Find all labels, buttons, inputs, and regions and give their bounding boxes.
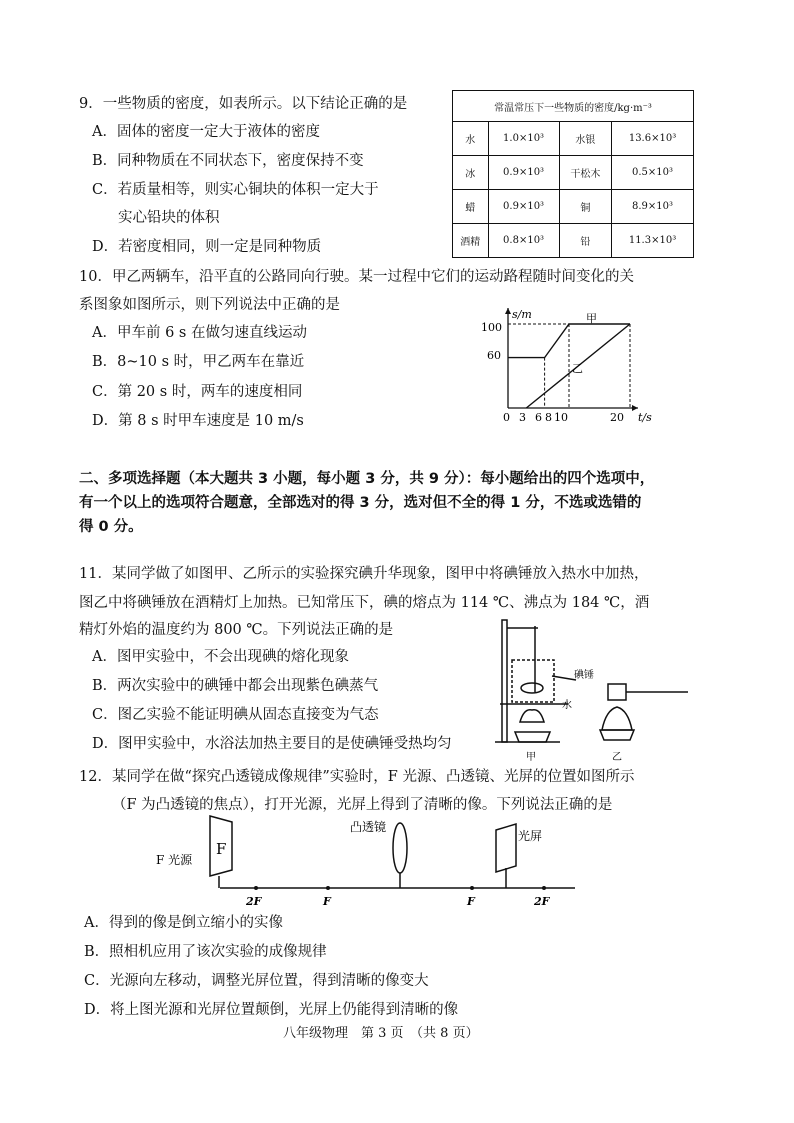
series-label-jia: 甲 (586, 312, 597, 325)
q10-stem-line2: 系图象如图所示，则下列说法中正确的是 (79, 297, 340, 313)
q11-option-c: C．图乙实验不能证明碘从固态直接变为气态 (92, 707, 379, 723)
q9-option-a: A．固体的密度一定大于液体的密度 (92, 124, 320, 140)
convex-lens (393, 823, 407, 873)
q12-stem-line2: （F 为凸透镜的焦点），打开光源，光屏上得到了清晰的像。下列说法正确的是 (112, 797, 613, 813)
y-tick-label: 100 (481, 321, 502, 334)
table-cell: 干松木 (559, 156, 611, 190)
x-tick-label: 6 (535, 411, 542, 424)
table-cell: 13.6×10³ (612, 122, 694, 156)
stand-rod (502, 620, 507, 742)
source-glyph: F (216, 840, 227, 858)
label-lens: 凸透镜 (350, 820, 387, 834)
q11-stem-line1: 11．某同学做了如图甲、乙所示的实验探究碘升华现象，图甲中将碘锤放入热水中加热， (79, 566, 649, 582)
table-cell: 铜 (559, 190, 611, 224)
page-footer: 八年级物理 第 3 页 （共 8 页） (283, 1026, 479, 1041)
label-jia: 甲 (526, 752, 536, 763)
table-row (453, 122, 694, 156)
x-axis-label: t/s (638, 411, 652, 424)
table-cell: 蜡 (453, 190, 489, 224)
density-table (452, 90, 694, 258)
q9-option-d: D．若密度相同，则一定是同种物质 (92, 239, 322, 255)
section2-line2: 有一个以上的选项符合题意，全部选对的得 3 分，选对但不全的得 1 分，不选或选错的 (79, 495, 642, 511)
table-cell: 酒精 (453, 224, 489, 258)
q11-option-a: A．图甲实验中，不会出现碘的熔化现象 (92, 649, 349, 665)
lens-experiment-figure (150, 810, 590, 910)
y-axis-label: s/m (512, 308, 532, 321)
label-yi: 乙 (612, 752, 622, 763)
x-tick-label: 20 (610, 411, 624, 424)
origin-label: 0 (503, 411, 510, 424)
q12-option-b: B．照相机应用了该次实验的成像规律 (84, 944, 327, 960)
q10-option-a: A．甲车前 6 s 在做匀速直线运动 (92, 325, 307, 341)
q9-option-b: B．同种物质在不同状态下，密度保持不变 (92, 153, 364, 169)
table-cell: 1.0×10³ (488, 122, 559, 156)
q10-option-d: D．第 8 s 时甲车速度是 10 m/s (92, 413, 304, 429)
x-tick-label: 3 (519, 411, 526, 424)
density-table-caption: 常温常压下一些物质的密度/kg·m⁻³ (453, 91, 694, 122)
table-row (453, 156, 694, 190)
q9-option-c: C．若质量相等，则实心铜块的体积一定大于 (92, 182, 379, 198)
q12-option-a: A．得到的像是倒立缩小的实像 (84, 915, 283, 931)
q9-option-c-cont: 实心铅块的体积 (118, 210, 220, 226)
mark-label: 2F (246, 895, 262, 908)
mark-dot (542, 886, 546, 890)
iodine-apparatus-figure (490, 612, 700, 767)
table-cell: 0.5×10³ (612, 156, 694, 190)
table-cell: 水银 (559, 122, 611, 156)
x-tick-label: 10 (554, 411, 568, 424)
q11-stem-line3: 精灯外焰的温度约为 800 ℃。下列说法正确的是 (79, 622, 394, 638)
section2-line1: 二、多项选择题（本大题共 3 小题，每小题 3 分，共 9 分）：每小题给出的四个选项中， (79, 471, 655, 487)
table-row (453, 190, 694, 224)
q12-option-c: C．光源向左移动，调整光屏位置，得到清晰的像变大 (84, 973, 429, 989)
mark-label: F (323, 895, 331, 908)
lamp-base-jia (515, 732, 550, 742)
mark-label: 2F (534, 895, 550, 908)
table-cell: 铅 (559, 224, 611, 258)
mark-dot (254, 886, 258, 890)
label-iodine: 碘锤 (574, 670, 594, 681)
table-cell: 8.9×10³ (612, 190, 694, 224)
alcohol-lamp-yi (602, 707, 632, 730)
pointer-line (552, 676, 576, 680)
table-cell: 水 (453, 122, 489, 156)
q10-option-b: B．8~10 s 时，甲乙两车在靠近 (92, 354, 305, 370)
q10-option-c: C．第 20 s 时，两车的速度相同 (92, 384, 303, 400)
st-graph (470, 300, 670, 430)
iodine-hammer-yi (608, 684, 626, 700)
table-cell: 冰 (453, 156, 489, 190)
lamp-base-yi (600, 730, 634, 740)
table-cell: 11.3×10³ (612, 224, 694, 258)
y-axis-arrow (505, 308, 511, 314)
table-cell: 0.9×10³ (488, 156, 559, 190)
table-cell: 0.8×10³ (488, 224, 559, 258)
table-row (453, 224, 694, 258)
section2-line3: 得 0 分。 (79, 519, 143, 535)
iodine-hammer-jia (521, 683, 543, 693)
x-tick-label: 8 (545, 411, 552, 424)
alcohol-lamp-jia (520, 710, 544, 722)
q12-option-d: D．将上图光源和光屏位置颠倒，光屏上仍能得到清晰的像 (84, 1002, 459, 1018)
q10-stem-line1: 10．甲乙两辆车，沿平直的公路同向行驶。某一过程中它们的运动路程随时间变化的关 (79, 269, 634, 285)
mark-dot (470, 886, 474, 890)
label-source: F 光源 (156, 853, 193, 867)
table-cell: 0.9×10³ (488, 190, 559, 224)
label-water: 水 (562, 700, 572, 711)
series-label-yi: 乙 (572, 362, 583, 375)
y-tick-label: 60 (487, 349, 501, 362)
label-screen: 光屏 (518, 829, 543, 843)
q11-option-b: B．两次实验中的碘锤中都会出现紫色碘蒸气 (92, 678, 379, 694)
q12-stem-line1: 12．某同学在做“探究凸透镜成像规律”实验时，F 光源、凸透镜、光屏的位置如图所示 (79, 769, 635, 785)
mark-dot (326, 886, 330, 890)
water-beaker (512, 660, 554, 702)
q11-option-d: D．图甲实验中，水浴法加热主要目的是使碘锤受热均匀 (92, 736, 452, 752)
q9-stem: 9．一些物质的密度，如表所示。以下结论正确的是 (79, 96, 408, 112)
q11-stem-line2: 图乙中将碘锤放在酒精灯上加热。已知常压下，碘的熔点为 114 ℃、沸点为 184 ℃，酒 (79, 595, 650, 611)
light-screen (496, 824, 516, 872)
mark-label: F (467, 895, 475, 908)
